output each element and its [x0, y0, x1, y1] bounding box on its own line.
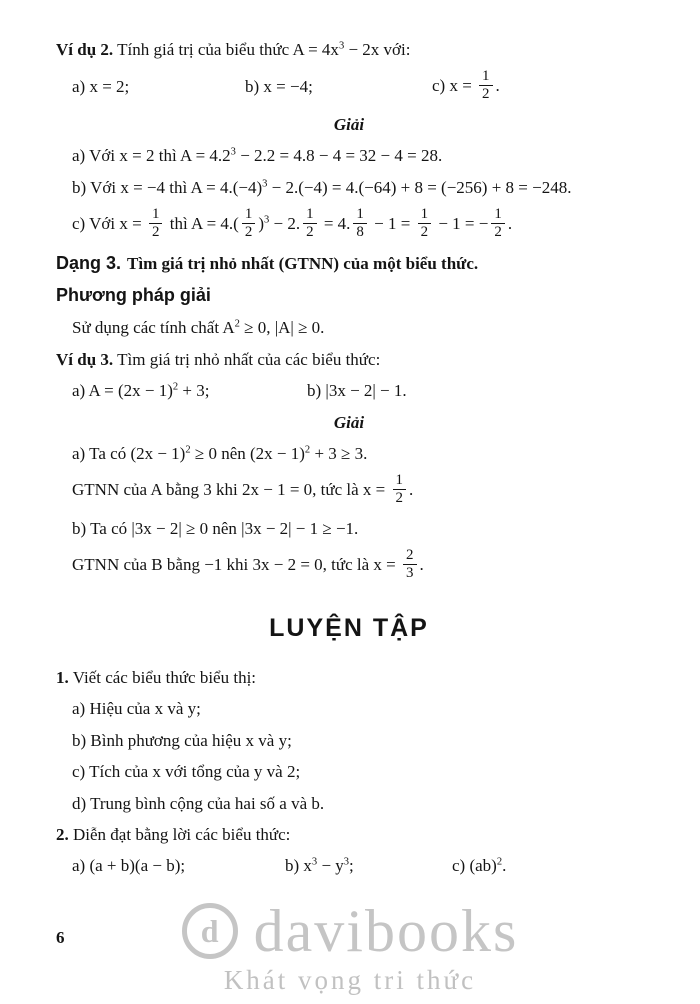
- example3-gtnn-b: GTNN của B bằng −1 khi 3x − 2 = 0, tức là x = $\frac{2}{3}$ .: [72, 547, 424, 582]
- example2-step-a: a) Với x = 2 thì $A = 4.2^3 - 2.2 = 4.8 - 4 = 32 - 4 = 28$.: [72, 146, 443, 166]
- example2-step-c: c) Với x = $\frac{1}{2}$ thì A = 4.( $\frac{1}{2}$ )$^3$ − 2. $\frac{1}{2}$ = 4. $\frac{1}{8}$ − 1 = $\frac{1}{2}$ − 1 = − $\frac{1}{2}$ .: [72, 206, 513, 240]
- example2-step-b: b) Với x = −4 thì $A = 4.(-4)^3 - 2.(-4) = 4.(-64) + 8 = (-256) + 8 = -248$.: [72, 177, 572, 197]
- watermark-slogan: Khát vọng tri thức: [223, 965, 477, 995]
- dang3-title: Tìm giá trị nhỏ nhất (GTNN) của một biểu thức.: [127, 253, 479, 273]
- exercise2-item-c: c) (ab)$^2$.: [452, 856, 507, 876]
- practice-heading: LUYỆN TẬP: [269, 613, 429, 642]
- example3-solution-label: Giải: [333, 412, 365, 432]
- davibooks-logo-icon: d: [182, 903, 238, 959]
- example3-title: Ví dụ 3. Tìm giá trị nhỏ nhất của các biểu thức:: [56, 349, 381, 369]
- example3-gtnn-a: GTNN của A bằng 3 khi 2x − 1 = 0, tức là x = $\frac{1}{2}$ .: [72, 472, 414, 507]
- example2-title: Ví dụ 2. Tính giá trị của biểu thức $A = 4x^3 - 2x$ với:: [56, 40, 411, 59]
- method-heading: Phương pháp giải: [56, 285, 211, 306]
- exercise1-item-d: d) Trung bình cộng của hai số a và b.: [72, 793, 325, 813]
- example3-step-b: b) Ta có |3x − 2| ≥ 0 nên |3x − 2| − 1 ≥ −1.: [72, 518, 359, 538]
- exercise1-item-c: c) Tích của x với tổng của y và 2;: [72, 762, 301, 782]
- watermark: [0, 898, 700, 996]
- example3-case-a: a) $A = (2x - 1)^2 + 3$;: [72, 381, 210, 401]
- watermark-brand: davibooks: [253, 898, 519, 964]
- example3-step-a: a) Ta có $(2x - 1)^2 \ge 0$ nên $(2x - 1)^2 + 3 \ge 3$.: [72, 443, 368, 463]
- example2-cases: [56, 70, 642, 104]
- exercise2-items: [56, 855, 642, 877]
- method-text: Sử dụng các tính chất $A^2 \ge 0$, |A| ≥ 0.: [72, 318, 325, 338]
- dang3-label: Dạng 3.: [56, 252, 122, 273]
- exercise1-title: 1. Viết các biểu thức biểu thị:: [56, 667, 257, 687]
- exercise2-title: 2. Diễn đạt bằng lời các biểu thức:: [56, 824, 291, 844]
- example3-cases: [56, 380, 642, 402]
- page-number: 6: [56, 928, 65, 947]
- example2-case-c: c) x = $\frac{1}{2}$ .: [432, 68, 500, 103]
- example3-case-b: b) |3x − 2| − 1.: [307, 381, 407, 401]
- exercise1-item-a: a) Hiệu của x và y;: [72, 699, 201, 719]
- example2-solution-label: Giải: [333, 114, 365, 134]
- example2-case-b: b) x = −4;: [245, 77, 313, 97]
- exercise2-item-a: a) (a + b)(a − b);: [72, 856, 186, 876]
- example2-case-a: a) x = 2;: [72, 77, 130, 97]
- section-dang3-heading: [56, 252, 642, 276]
- exercise2-item-b: b) $x^3 - y^3$;: [285, 856, 354, 876]
- exercise1-item-b: b) Bình phương của hiệu x và y;: [72, 730, 292, 750]
